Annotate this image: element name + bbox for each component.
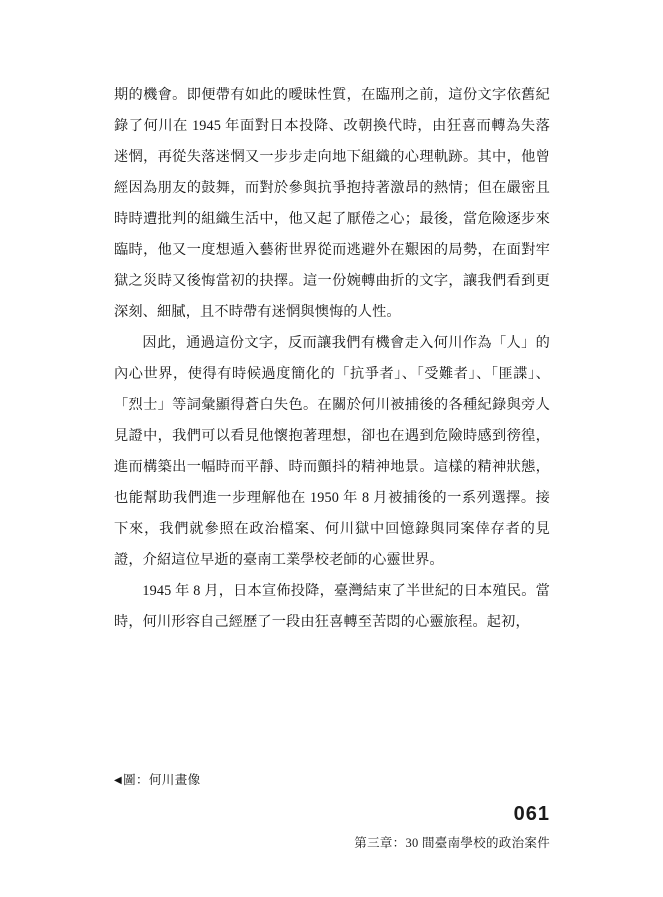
body-text-block: [114, 80, 550, 638]
figure-caption: [114, 770, 201, 788]
paragraph: 期的機會。即便帶有如此的曖昧性質，在臨刑之前，這份文字依舊紀錄了何川在 1945 年面對日本投降、改朝換代時，由狂喜而轉為失落迷惘，再從失落迷惘又一步步走向地下組織的心理軌跡。其中，他曾經因為朋友的鼓舞，而對於參與抗爭抱持著激昂的熱情；但在嚴密且時時遭批判的組織生活中，他又起了厭倦之心；最後，當危險逐步來臨時，他又一度想遁入藝術世界從而逃避外在艱困的局勢，在面對牢獄之災時又後悔當初的抉擇。這一份婉轉曲折的文字，讓我們看到更深刻、細膩，且不時帶有迷惘與懊悔的人性。: [114, 87, 550, 320]
running-head: 第三章：30 間臺南學校的政治案件: [354, 836, 550, 850]
figure-caption-text: 圖：何川畫像: [123, 773, 201, 787]
paragraph: 1945 年 8 月，日本宣佈投降，臺灣結束了半世紀的日本殖民。當時，何川形容自己經歷了一段由狂喜轉至苦悶的心靈旅程。起初，: [114, 583, 550, 630]
left-triangle-icon: ◀: [114, 775, 123, 786]
page-number: 061: [513, 803, 550, 825]
paragraph: 因此，通過這份文字，反而讓我們有機會走入何川作為「人」的內心世界，使得有時候過度簡化的「抗爭者」、「受難者」、「匪諜」、「烈士」等詞彙顯得蒼白失色。在關於何川被捕後的各種紀錄與旁人見證中，我們可以看見他懷抱著理想，卻也在遇到危險時感到徬徨，進而構築出一幅時而平靜、時而顫抖的精神地景。這樣的精神狀態，也能幫助我們進一步理解他在 1950 年 8 月被捕後的一系列選擇。接下來，我們就參照在政治檔案、何川獄中回憶錄與同案倖存者的見證，介紹這位早逝的臺南工業學校老師的心靈世界。: [114, 335, 550, 568]
